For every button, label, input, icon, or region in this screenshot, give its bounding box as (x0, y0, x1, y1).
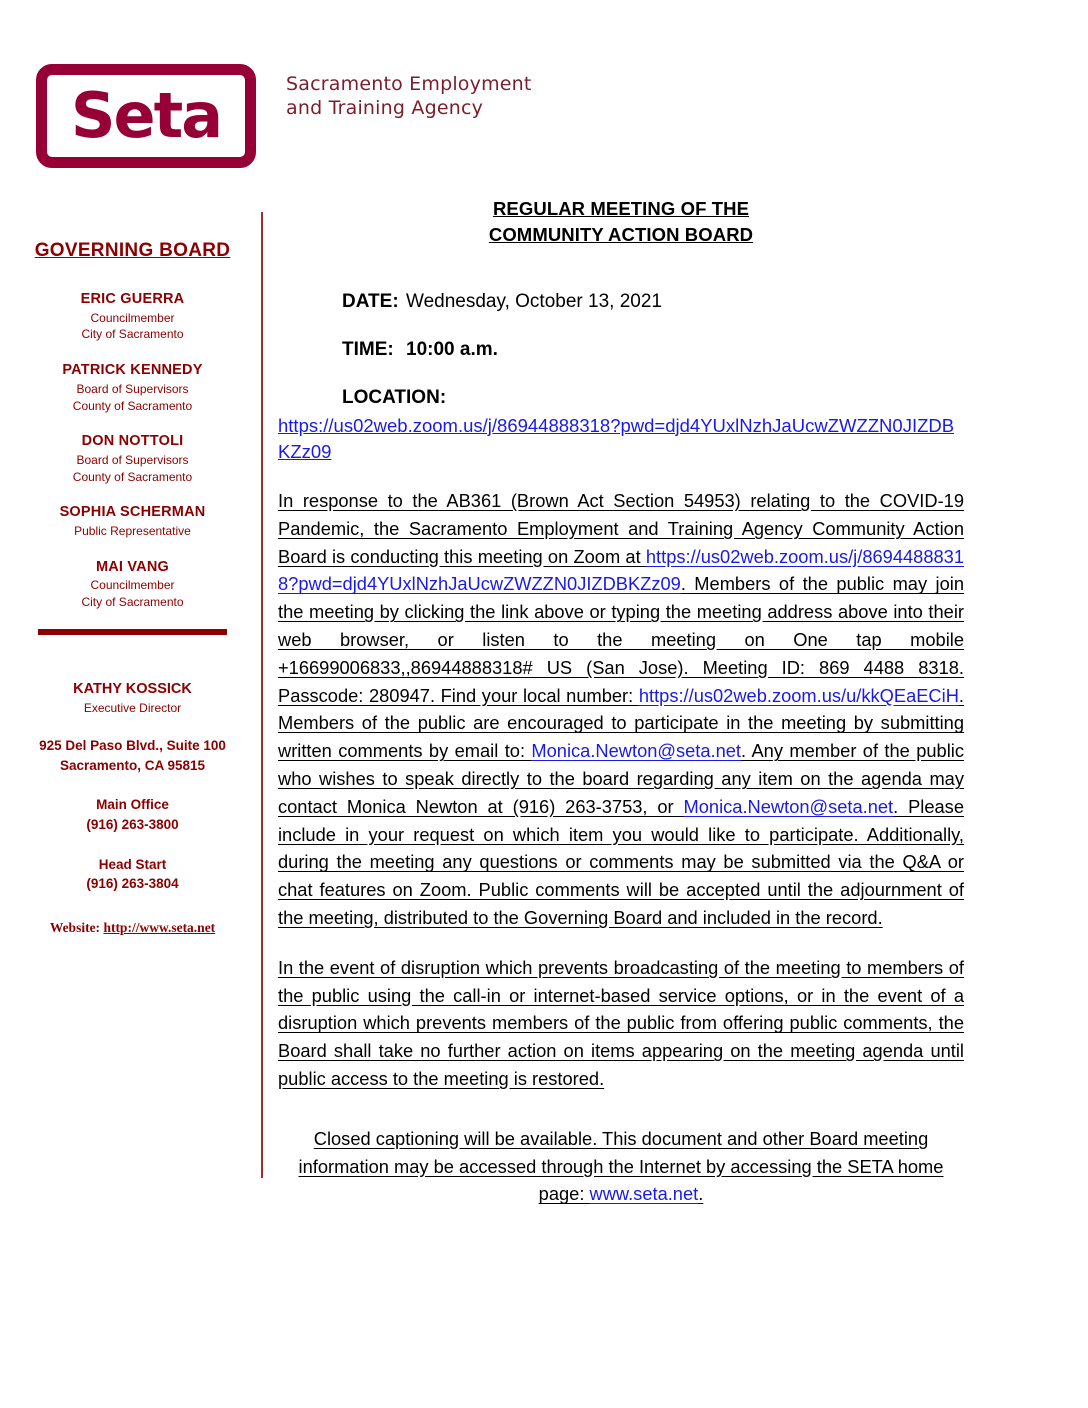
time-label-text: TIME (342, 338, 388, 360)
paragraph-disruption: In the event of disruption which prevents broadcasting of the meeting to members of the public using the call-in or internet-based service options, or in the event of a disruption which prevents members of the public from offering public comments, the Board shall take no further action on items appearing on the meeting agenda until public access to the meeting is restored. (278, 956, 964, 1089)
location-zoom-url-line (278, 413, 964, 466)
zoom-meeting-link-inline[interactable]: https://us02web.zoom.us/j/86944888318?pwd=djd4YUxlNzhJaUcwZWZZN0JIZDBKZz09 (278, 545, 964, 595)
member-role-line2: County of Sacramento (72, 469, 193, 484)
member-role-line1: Councilmember (90, 310, 175, 325)
date-label-text: DATE (342, 290, 393, 312)
member-role-line2: City of Sacramento (81, 595, 184, 610)
title-line-2: COMMUNITY ACTION BOARD (488, 224, 754, 246)
head-start-label: Head Start (98, 856, 167, 872)
sidebar (20, 240, 245, 629)
logo-wordmark: Seta (70, 79, 222, 152)
title-line-1: REGULAR MEETING OF THE (492, 198, 750, 219)
seta-home-page-link[interactable]: www.seta.net (589, 1183, 699, 1205)
para1-segment-c: . Members of the public are encouraged to participate in the meeting by submitting written comments by email to: (278, 684, 964, 762)
member-role-line1: Public Representative (74, 524, 191, 539)
head-start-phone: (916) 263-3804 (86, 876, 179, 892)
member-name: PATRICK KENNEDY (62, 362, 203, 379)
time-value: 10:00 a.m. (406, 338, 498, 360)
date-value: Wednesday, October 13, 2021 (406, 290, 662, 312)
location-label-text: LOCATION (342, 386, 440, 408)
executive-director-title: Executive Director (83, 700, 182, 715)
board-member (20, 558, 245, 611)
board-member (20, 290, 245, 343)
email-link-monica-1[interactable]: Monica.Newton@seta.net (531, 740, 742, 762)
date-row (278, 291, 964, 313)
sidebar-heading: GOVERNING BOARD (34, 240, 231, 261)
paragraph-ab361 (278, 487, 964, 932)
main-content (278, 196, 964, 1208)
para3-segment-b: . (698, 1183, 704, 1205)
member-name: ERIC GUERRA (80, 291, 185, 307)
logo-frame (36, 64, 256, 168)
email-link-monica-2[interactable]: Monica.Newton@seta.net (683, 795, 894, 817)
member-role-line2: City of Sacramento (81, 327, 184, 342)
seta-logo (36, 64, 256, 168)
website-line (20, 920, 245, 936)
address-line-1: 925 Del Paso Blvd., Suite 100 (39, 738, 226, 754)
zoom-local-number-link[interactable]: https://us02web.zoom.us/u/kkQEaECiH (638, 684, 959, 706)
office-address (20, 736, 245, 775)
time-label: TIME: (342, 338, 394, 360)
member-role-line1: Board of Supervisors (76, 381, 189, 396)
para1-segment-b: . Members of the public may join the meeting by clicking the link above or typing the meeting address above into their web browser, or listen to the meeting on One tap mobile +16699006833,,86944888318# US (San Jose). Meeting ID: 869 4488 8318. Passcode: 280947. Find your local number: (278, 573, 964, 706)
sidebar-contact-block (20, 680, 245, 936)
member-role-line1: Councilmember (90, 578, 175, 593)
board-member (20, 432, 245, 485)
main-office-phone: (916) 263-3800 (86, 817, 179, 833)
website-label: Website: (49, 919, 101, 935)
member-name: MAI VANG (95, 558, 170, 575)
page-title (278, 196, 964, 249)
member-name: DON NOTTOLI (81, 433, 184, 450)
address-line-2: Sacramento, CA 95815 (59, 757, 206, 773)
location-label: LOCATION: (342, 386, 447, 408)
para1-segment-a: In response to the AB361 (Brown Act Section 54953) relating to the COVID-19 Pandemic, the Sacramento Employment and Training Agency Community Action Board is conducting this meeting on Zoom at (278, 490, 964, 567)
para1-segment-e: . Please include in your request on which item you would like to participate. Additionally, during the meeting any questions or comments may be submitted via the Q&A or chat features on Zoom. Public comments will be accepted until the adjournment of the meeting, distributed to the Governing Board and included in the record. (278, 795, 964, 929)
member-role-line1: Board of Supervisors (76, 452, 189, 467)
main-office-label: Main Office (96, 797, 169, 813)
member-name: SOPHIA SCHERMAN (59, 504, 206, 521)
para3-segment-a: Closed captioning will be available. This document and other Board meeting information may be accessed through the Internet by accessing the SETA home page: (298, 1127, 944, 1205)
website-link[interactable]: http://www.seta.net (103, 919, 216, 935)
time-row (278, 339, 964, 361)
paragraph-closed-captioning (278, 1125, 964, 1208)
main-office-contact (20, 795, 245, 834)
zoom-meeting-link[interactable]: https://us02web.zoom.us/j/86944888318?pwd=djd4YUxlNzhJaUcwZWZZN0JIZDBKZz09 (278, 414, 955, 462)
head-start-contact (20, 855, 245, 894)
para1-segment-d: . Any member of the public who wishes to speak directly to the board regarding any item on the agenda may contact Monica Newton at (916) 263-3753, or (278, 740, 964, 817)
board-member (20, 503, 245, 539)
vertical-divider (261, 212, 263, 1178)
board-member (20, 361, 245, 414)
agency-name: Sacramento Employment and Training Agency (286, 73, 532, 120)
executive-director-name: KATHY KOSSICK (73, 681, 192, 697)
sidebar-divider-bar (38, 629, 227, 635)
member-role-line2: County of Sacramento (72, 398, 193, 413)
date-label: DATE: (342, 290, 399, 312)
